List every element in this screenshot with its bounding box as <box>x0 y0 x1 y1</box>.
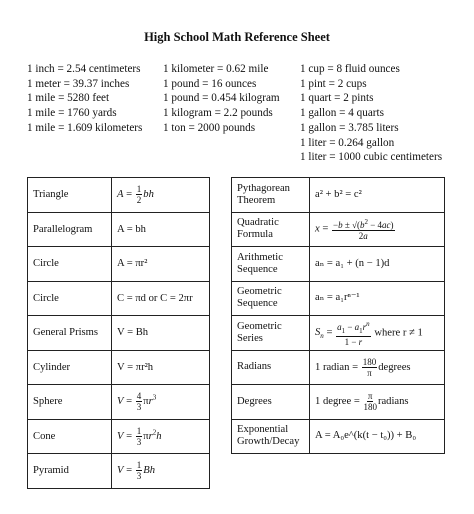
formula: C = πd or C = 2πr <box>112 281 210 316</box>
page-title: High School Math Reference Sheet <box>144 30 330 44</box>
formula: V = πr²h <box>112 350 210 385</box>
table-row <box>232 281 445 316</box>
geometric-series-formula: $S_n$ = $\frac{a_1 - a_1r^n}{1 - r}$ where r ≠ 1 <box>310 316 445 351</box>
row-label: Circle <box>28 247 112 282</box>
row-label: Cone <box>28 419 112 454</box>
table-row <box>28 350 210 385</box>
conversion-item: 1 kilogram = 2.2 pounds <box>163 107 273 120</box>
table-row <box>232 178 445 213</box>
formula: aₙ = a₁ + (n − 1)d <box>310 247 445 282</box>
table-row <box>232 212 445 247</box>
formula: A = A₀e^(k(t − t₀)) + B₀ <box>310 419 445 454</box>
row-label: Circle <box>28 281 112 316</box>
conversion-item: 1 pound = 16 ounces <box>163 77 257 90</box>
row-label: Triangle <box>28 178 112 213</box>
conversion-item: 1 pint = 2 cups <box>300 77 367 90</box>
conversion-item: 1 mile = 1.609 kilometers <box>27 121 143 134</box>
row-label: Quadratic Formula <box>232 212 310 247</box>
row-label: Geometric Sequence <box>232 281 310 316</box>
table-row <box>28 454 210 489</box>
row-label: Pythagorean Theorem <box>232 178 310 213</box>
pyramid-volume-formula: V = $\frac{1}{3}$ Bh <box>112 454 210 489</box>
conversion-item: 1 pound = 0.454 kilogram <box>163 92 280 105</box>
conversion-item: 1 quart = 2 pints <box>300 92 374 105</box>
row-label: General Prisms <box>28 316 112 351</box>
prefix-text: 1 radian = <box>315 361 359 373</box>
table-row <box>232 419 445 454</box>
conversion-item: 1 cup = 8 fluid ounces <box>300 63 400 75</box>
table-row <box>28 212 210 247</box>
sphere-volume-formula: V = $\frac{4}{3}$ $\pi r^3$ <box>112 385 210 420</box>
formula: A = bh <box>112 212 210 247</box>
formula: aₙ = a₁rⁿ⁻¹ <box>310 281 445 316</box>
row-label: Degrees <box>232 385 310 420</box>
row-label: Geometric Series <box>232 316 310 351</box>
row-label: Exponential Growth/Decay <box>232 419 310 454</box>
conversion-item: 1 kilometer = 0.62 mile <box>163 63 269 75</box>
table-row <box>28 247 210 282</box>
table-row <box>232 385 445 420</box>
conversion-item: 1 mile = 5280 feet <box>27 92 110 105</box>
row-label: Cylinder <box>28 350 112 385</box>
triangle-area-formula: A = $\frac{1}{2}$ bh <box>112 178 210 213</box>
condition-text: where r ≠ 1 <box>374 327 423 339</box>
formula: A = πr² <box>112 247 210 282</box>
conversion-item: 1 liter = 1000 cubic centimeters <box>300 151 443 164</box>
conversions-column-1 <box>27 62 142 136</box>
quadratic-formula: x = $\frac{-b \pm √(b^2 - 4ac)}{2a}$ <box>310 212 445 247</box>
table-row <box>28 385 210 420</box>
degree-conversion: 1 degree = $\frac{\pi}{180}$ radians <box>310 385 445 420</box>
suffix-text: radians <box>377 396 409 408</box>
geometry-formulas-table <box>27 177 210 489</box>
conversion-item: 1 gallon = 4 quarts <box>300 107 384 120</box>
cone-volume-formula: V = $\frac{1}{3}$ $\pi r^2h$ <box>112 419 210 454</box>
suffix-text: degrees <box>378 361 411 373</box>
algebra-formulas-table <box>231 177 445 454</box>
table-row <box>28 419 210 454</box>
conversion-item: 1 meter = 39.37 inches <box>27 77 130 90</box>
table-row <box>232 350 445 385</box>
table-row <box>28 281 210 316</box>
row-label: Radians <box>232 350 310 385</box>
formula: a² + b² = c² <box>310 178 445 213</box>
radian-conversion: 1 radian = $\frac{180}{\pi}$ degrees <box>310 350 445 385</box>
row-label: Sphere <box>28 385 112 420</box>
conversions-column-3 <box>300 62 442 165</box>
conversion-item: 1 liter = 0.264 gallon <box>300 136 395 149</box>
table-row <box>28 178 210 213</box>
conversion-item: 1 inch = 2.54 centimeters <box>27 63 141 75</box>
row-label: Arithmetic Sequence <box>232 247 310 282</box>
conversion-item: 1 gallon = 3.785 liters <box>300 121 399 134</box>
prefix-text: 1 degree = <box>315 396 360 408</box>
table-row <box>28 316 210 351</box>
row-label: Pyramid <box>28 454 112 489</box>
row-label: Parallelogram <box>28 212 112 247</box>
table-row <box>232 247 445 282</box>
conversions-column-2 <box>163 62 280 136</box>
formula: V = Bh <box>112 316 210 351</box>
conversion-item: 1 ton = 2000 pounds <box>163 121 256 134</box>
conversion-item: 1 mile = 1760 yards <box>27 107 117 120</box>
table-row <box>232 316 445 351</box>
